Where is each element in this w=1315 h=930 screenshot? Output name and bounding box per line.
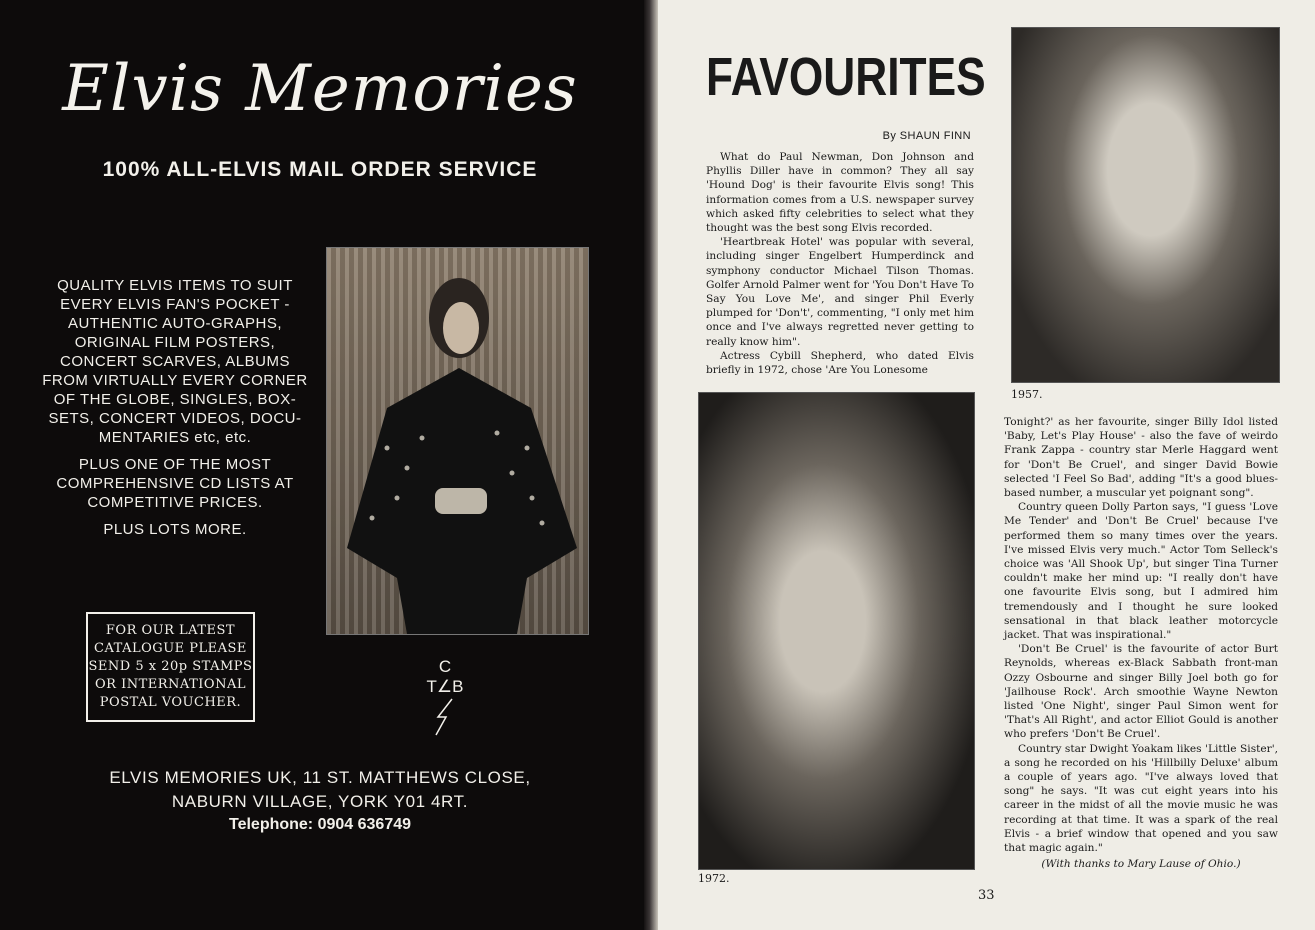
article-column-1 (706, 150, 974, 377)
photo-caption-1957: 1957. (1011, 388, 1043, 401)
byline: By SHAUN FINN (882, 130, 971, 142)
feature-text: PLUS LOTS MORE. (103, 521, 247, 538)
catalogue-notice: FOR OUR LATEST CATALOGUE PLEASE SEND 5 x 20p STAMPS OR INTERNATIONAL POSTAL VOUCHER. (86, 612, 255, 722)
monogram-top: C (438, 657, 452, 676)
page-number: 33 (978, 888, 995, 903)
monogram-bottom: T∠B (426, 677, 464, 696)
article-title: FAVOURITES (706, 47, 986, 107)
mailing-address (40, 766, 600, 814)
paragraph: Country star Dwight Yoakam likes 'Little Sister', a song he recorded on his 'Hillbilly Deluxe' album a couple of years ago. "I've always loved that song" he says. "It was cut eight years into his career in the midst of all the movie music he was recording at that time. It was a spark of the real Elvis - a brief window that opened and you saw that magic again." (1004, 742, 1278, 855)
paragraph: What do Paul Newman, Don Johnson and Phyllis Diller have in common? They all say 'Hound Dog' is their favourite Elvis song! This information comes from a U.S. newspaper survey which asked fifty celebrities to select what they thought was the best song Elvis recorded. (706, 151, 974, 235)
elvis-memories-logo: Elvis Memories (62, 52, 578, 126)
address-line: ELVIS MEMORIES UK, 11 ST. MATTHEWS CLOSE, (109, 768, 531, 787)
elvis-jumpsuit-photo (326, 247, 589, 635)
feature-text: PLUS ONE OF THE MOST COMPREHENSIVE CD LISTS AT COMPETITIVE PRICES. (56, 456, 294, 511)
tagline: 100% ALL-ELVIS MAIL ORDER SERVICE (102, 158, 538, 181)
paragraph: Actress Cybill Shepherd, who dated Elvis briefly in 1972, chose 'Are You Lonesome (706, 349, 974, 377)
photo-caption-1972: 1972. (698, 872, 730, 885)
address-line: NABURN VILLAGE, YORK Y01 4RT. (171, 792, 469, 811)
paragraph: 'Heartbreak Hotel' was popular with several, including singer Engelbert Humperdinck and symphony conductor Michael Tilson Thomas. Golfer Arnold Palmer went for 'You Don't Have To Say You Love Me', and singer Phil Everly plumped for 'Don't', commenting, "I only met him once and I've always regretted never getting to really know him". (706, 236, 974, 348)
elvis-1957-photo (1011, 27, 1280, 383)
advert-page (0, 0, 644, 930)
lightning-icon (430, 697, 460, 737)
book-spine (644, 0, 658, 930)
telephone: Telephone: 0904 636749 (228, 816, 412, 833)
paragraph: Country queen Dolly Parton says, "I guess 'Love Me Tender' and 'Don't Be Cruel' because I've performed them so many times over the years. I've missed Elvis very much." Actor Tom Selleck's choice was 'All Shook Up', but singer Tina Turner couldn't make her mind up: "I really don't have one favourite Elvis song, but I admired him tremendously and I thought he sure looked sensational in that black leather motorcycle jacket. That was inspirational." (1004, 501, 1278, 642)
feature-text: QUALITY ELVIS ITEMS TO SUIT EVERY ELVIS FAN'S POCKET - AUTHENTIC AUTO-GRAPHS, ORIGINAL FILM POSTERS, CONCERT SCARVES, ALBUMS FROM VIRTUALLY EVERY CORNER OF THE GLOBE, SINGLES, BOX-SETS, CONCERT VIDEOS, DOCU-MENTARIES etc, etc. (42, 277, 308, 446)
article-page (658, 0, 1315, 930)
elvis-1972-photo (698, 392, 975, 870)
acknowledgement: (With thanks to Mary Lause of Ohio.) (1041, 858, 1241, 871)
article-column-2 (1004, 415, 1278, 872)
feature-list (40, 276, 310, 547)
monogram (425, 657, 465, 742)
paragraph: Tonight?' as her favourite, singer Billy Idol listed 'Baby, Let's Play House' - also the fave of weirdo Frank Zappa - country star Merle Haggard went for 'Don't Be Cruel', and singer David Bowie selected 'I Feel So Bad', adding "It's a good blues-based number, a muscular yet poignant song". (1004, 416, 1278, 500)
paragraph: 'Don't Be Cruel' is the favourite of actor Burt Reynolds, whereas ex-Black Sabbath front-man Ozzy Osbourne and singer Billy Joel both go for 'Jailhouse Rock'. Arch smoothie Wayne Newton listed 'One Night', singer Paul Simon went for 'That's All Right', and actor Elliot Gould is another who prefers 'Don't Be Cruel'. (1004, 643, 1278, 741)
